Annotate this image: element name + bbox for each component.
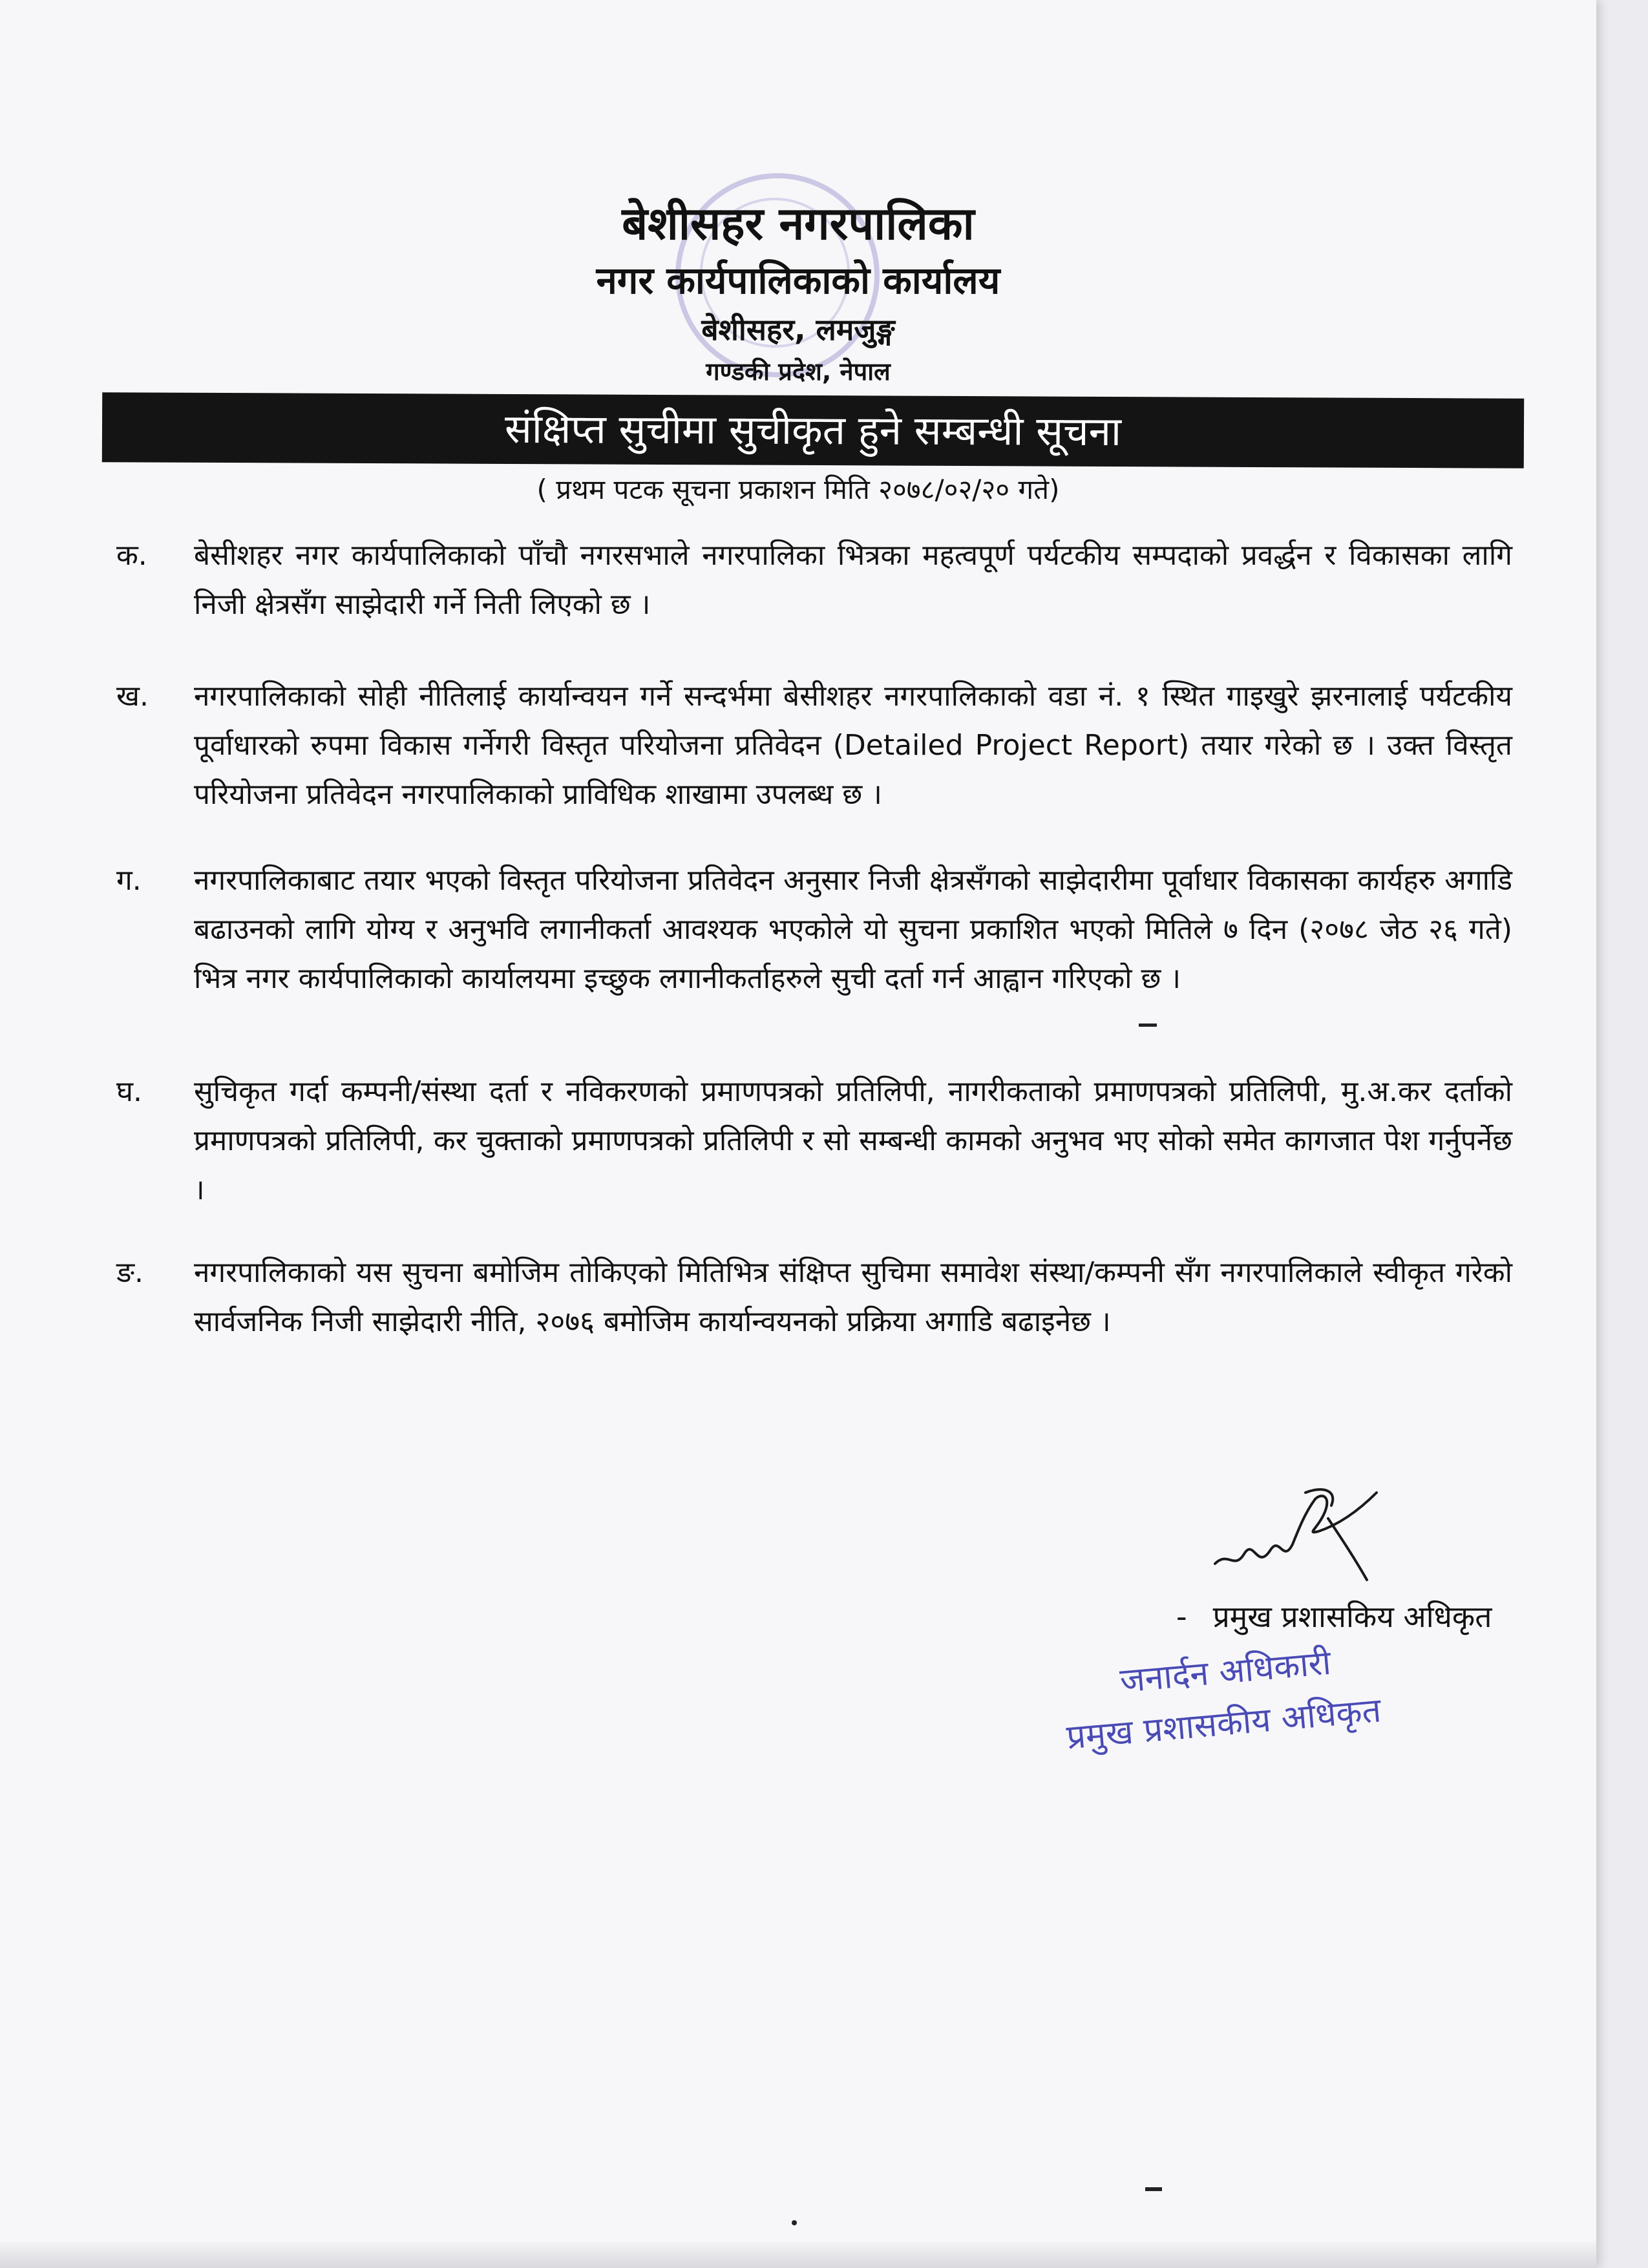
item-marker: घ. [116,1075,142,1108]
item-marker: ग. [116,864,142,897]
notice-item [116,1067,1512,1215]
page-edge [0,2242,1596,2268]
item-marker: ङ. [116,1256,144,1289]
signatory-designation: - प्रमुख प्रशासकिय अधिकृत [1176,1599,1492,1634]
item-text: नगरपालिकाको यस सुचना बमोजिम तोकिएको मितिभित्र संक्षिप्त सुचिमा समावेश संस्था/कम्पनी सँग नगरपालिकाले स्वीकृत गरेको सार्वजनिक निजी साझेदारी नीति, २०७६ बमोजिम कार्यान्वयनको प्रक्रिया अगाडि बढाइनेछ । [194,1256,1512,1338]
notice-item [116,1248,1512,1347]
item-marker: क. [116,539,147,572]
notice-item [116,531,1512,629]
stamp-name: जनार्दन अधिकारी [1118,1643,1333,1701]
dash-mark: - [1176,1599,1187,1634]
notice-item [116,856,1512,1003]
office-name: बेशीसहर नगरपालिका [622,197,975,250]
province-name: गण्डकी प्रदेश, नेपाल [706,357,891,386]
item-marker: ख. [116,680,149,713]
department-name: नगर कार्यपालिकाको कार्यालय [596,258,1000,302]
item-text: सुचिकृत गर्दा कम्पनी/संस्था दर्ता र नविकरणको प्रमाणपत्रको प्रतिलिपी, नागरीकताको प्रमाणपत्रको प्रतिलिपी, मु.अ.कर दर्ताको प्रमाणपत्रको प्रतिलिपी, कर चुक्ताको प्रमाणपत्रको प्रतिलिपी र सो सम्बन्धी कामको अनुभव भए सोको समेत कागजात पेश गर्नुपर्नेछ । [194,1075,1512,1206]
item-text: नगरपालिकाबाट तयार भएको विस्तृत परियोजना प्रतिवेदन अनुसार निजी क्षेत्रसँगको साझेदारीमा पूर्वाधार विकासका कार्यहरु अगाडि बढाउनको लागि योग्य र अनुभवि लगानीकर्ता आवश्यक भएकोले यो सुचना प्रकाशित भएको मितिले ७ दिन (२०७८ जेठ २६ गते) भित्र नगर कार्यपालिकाको कार्यालयमा इच्छुक लगानीकर्ताहरुले सुची दर्ता गर्न आह्वान गरिएको छ । [194,864,1512,995]
notice-title: संक्षिप्त सुचीमा सुचीकृत हुने सम्बन्धी सूचना [102,392,1524,468]
item-text: बेसीशहर नगर कार्यपालिकाको पाँचौ नगरसभाले नगरपालिका भित्रका महत्वपूर्ण पर्यटकीय सम्पदाको प्रवर्द्धन र विकासका लागि निजी क्षेत्रसँग साझेदारी गर्ने निती लिएको छ । [194,539,1512,621]
publication-date-note: ( प्रथम पटक सूचना प्रकाशन मिति २०७८/०२/२० गते) [536,474,1060,505]
office-location: बेशीसहर, लमजुङ्ग [701,312,895,347]
notice-item [116,672,1512,819]
stamp-designation: प्रमुख प्रशासकीय अधिकृत [1064,1691,1383,1758]
item-text: नगरपालिकाको सोही नीतिलाई कार्यान्वयन गर्ने सन्दर्भमा बेसीशहर नगरपालिकाको वडा नं. १ स्थित गाइखुरे झरनालाई पर्यटकीय पूर्वाधारको रुपमा विकास गर्नेगरी विस्तृत परियोजना प्रतिवेदन (Detailed Project Report) तयार गरेको छ । उक्त विस्तृत परियोजना प्रतिवेदन नगरपालिकाको प्राविधिक शाखामा उपलब्ध छ । [194,680,1512,811]
stray-mark [1145,2187,1162,2191]
handwritten-signature [1209,1473,1383,1590]
stray-mark [792,2220,797,2225]
official-stamp [1060,1633,1383,1763]
stray-mark [1139,1024,1157,1027]
